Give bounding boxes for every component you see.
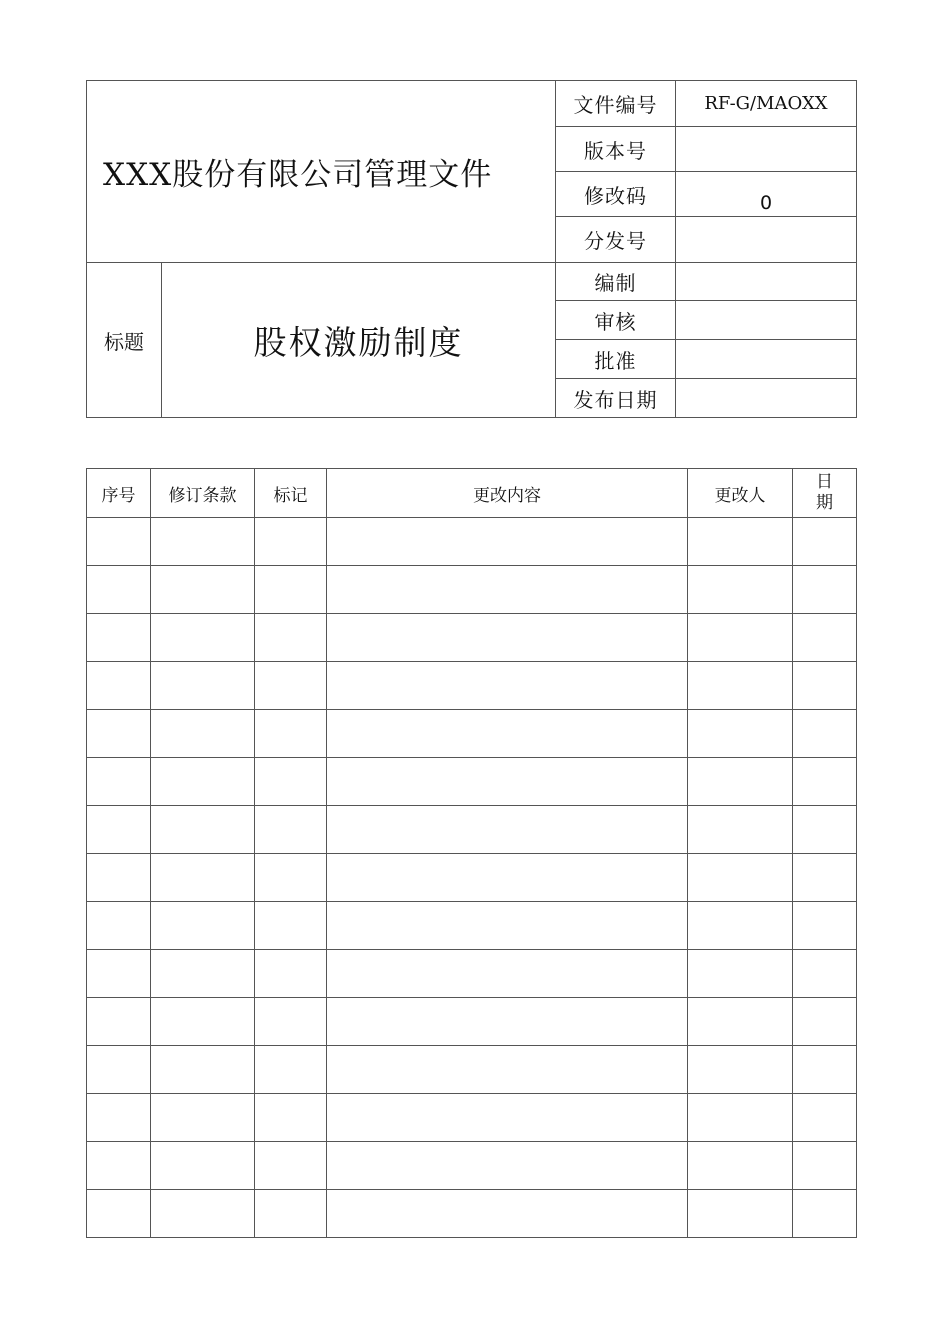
col-header-mark: 标记 xyxy=(255,469,327,518)
mark-cell xyxy=(255,662,327,710)
version-label: 版本号 xyxy=(556,127,676,172)
content-cell xyxy=(327,758,688,806)
clause-cell xyxy=(151,1190,255,1238)
date-cell xyxy=(793,758,857,806)
mark-cell xyxy=(255,614,327,662)
date-cell xyxy=(793,1190,857,1238)
clause-cell xyxy=(151,1094,255,1142)
clause-cell xyxy=(151,950,255,998)
mark-cell xyxy=(255,566,327,614)
editor-cell xyxy=(688,1094,793,1142)
date-cell xyxy=(793,1142,857,1190)
date-cell xyxy=(793,1094,857,1142)
date-cell xyxy=(793,854,857,902)
seq-cell xyxy=(87,806,151,854)
revision-label: 修改码 xyxy=(556,172,676,217)
revision-table-body xyxy=(87,518,857,1238)
editor-cell xyxy=(688,854,793,902)
editor-cell xyxy=(688,662,793,710)
content-cell xyxy=(327,1094,688,1142)
col-header-date xyxy=(793,469,857,518)
doc-number-label: 文件编号 xyxy=(556,81,676,127)
seq-cell xyxy=(87,902,151,950)
date-cell xyxy=(793,518,857,566)
prepared-label: 编制 xyxy=(556,263,676,301)
document-title: 股权激励制度 xyxy=(162,263,556,418)
title-label: 标题 xyxy=(87,263,162,418)
date-cell xyxy=(793,662,857,710)
date-cell xyxy=(793,806,857,854)
date-cell xyxy=(793,950,857,998)
date-cell xyxy=(793,902,857,950)
company-name: 股份有限公司管理文件 xyxy=(172,157,493,193)
col-header-content: 更改内容 xyxy=(327,469,688,518)
seq-cell xyxy=(87,998,151,1046)
distribution-value xyxy=(676,217,857,263)
mark-cell xyxy=(255,758,327,806)
table-row xyxy=(87,950,857,998)
table-row xyxy=(87,758,857,806)
seq-cell xyxy=(87,758,151,806)
mark-cell xyxy=(255,1094,327,1142)
content-cell xyxy=(327,518,688,566)
mark-cell xyxy=(255,902,327,950)
editor-cell xyxy=(688,950,793,998)
table-row xyxy=(87,518,857,566)
seq-cell xyxy=(87,662,151,710)
release-date-value xyxy=(676,379,857,418)
distribution-label: 分发号 xyxy=(556,217,676,263)
doc-number-value: RF-G/MAOXX xyxy=(676,81,857,127)
content-cell xyxy=(327,1142,688,1190)
date-cell xyxy=(793,998,857,1046)
reviewed-value xyxy=(676,301,857,340)
seq-cell xyxy=(87,854,151,902)
date-cell xyxy=(793,614,857,662)
editor-cell xyxy=(688,806,793,854)
editor-cell xyxy=(688,614,793,662)
table-row xyxy=(87,902,857,950)
content-cell xyxy=(327,950,688,998)
mark-cell xyxy=(255,950,327,998)
clause-cell xyxy=(151,998,255,1046)
editor-cell xyxy=(688,1142,793,1190)
clause-cell xyxy=(151,1046,255,1094)
mark-cell xyxy=(255,1046,327,1094)
editor-cell xyxy=(688,518,793,566)
seq-cell xyxy=(87,1190,151,1238)
version-value xyxy=(676,127,857,172)
mark-cell xyxy=(255,998,327,1046)
revision-value: 0 xyxy=(676,172,857,217)
col-header-clause: 修订条款 xyxy=(151,469,255,518)
table-row xyxy=(87,806,857,854)
date-cell xyxy=(793,710,857,758)
editor-cell xyxy=(688,566,793,614)
editor-cell xyxy=(688,1190,793,1238)
company-title xyxy=(87,81,556,263)
clause-cell xyxy=(151,1142,255,1190)
editor-cell xyxy=(688,758,793,806)
col-header-date-line2: 期 xyxy=(816,493,833,513)
clause-cell xyxy=(151,902,255,950)
seq-cell xyxy=(87,518,151,566)
content-cell xyxy=(327,566,688,614)
table-row xyxy=(87,1142,857,1190)
mark-cell xyxy=(255,710,327,758)
table-row xyxy=(87,1190,857,1238)
mark-cell xyxy=(255,1142,327,1190)
clause-cell xyxy=(151,854,255,902)
company-prefix: XXX xyxy=(103,157,173,193)
mark-cell xyxy=(255,854,327,902)
table-row xyxy=(87,1094,857,1142)
table-row xyxy=(87,854,857,902)
col-header-date-line1: 日 xyxy=(816,472,833,492)
content-cell xyxy=(327,902,688,950)
seq-cell xyxy=(87,1094,151,1142)
content-cell xyxy=(327,1190,688,1238)
date-cell xyxy=(793,566,857,614)
table-row xyxy=(87,662,857,710)
clause-cell xyxy=(151,566,255,614)
seq-cell xyxy=(87,950,151,998)
date-cell xyxy=(793,1046,857,1094)
content-cell xyxy=(327,854,688,902)
content-cell xyxy=(327,710,688,758)
editor-cell xyxy=(688,998,793,1046)
release-date-label: 发布日期 xyxy=(556,379,676,418)
prepared-value xyxy=(676,263,857,301)
approved-label: 批准 xyxy=(556,340,676,379)
content-cell xyxy=(327,614,688,662)
table-row xyxy=(87,566,857,614)
approved-value xyxy=(676,340,857,379)
seq-cell xyxy=(87,566,151,614)
table-row xyxy=(87,998,857,1046)
col-header-editor: 更改人 xyxy=(688,469,793,518)
clause-cell xyxy=(151,758,255,806)
document-header-table xyxy=(86,80,857,418)
revision-history-table xyxy=(86,468,857,1238)
editor-cell xyxy=(688,710,793,758)
clause-cell xyxy=(151,710,255,758)
table-row xyxy=(87,1046,857,1094)
content-cell xyxy=(327,1046,688,1094)
mark-cell xyxy=(255,806,327,854)
mark-cell xyxy=(255,1190,327,1238)
seq-cell xyxy=(87,1142,151,1190)
editor-cell xyxy=(688,902,793,950)
seq-cell xyxy=(87,614,151,662)
content-cell xyxy=(327,998,688,1046)
clause-cell xyxy=(151,614,255,662)
editor-cell xyxy=(688,1046,793,1094)
table-row xyxy=(87,614,857,662)
content-cell xyxy=(327,662,688,710)
reviewed-label: 审核 xyxy=(556,301,676,340)
clause-cell xyxy=(151,518,255,566)
mark-cell xyxy=(255,518,327,566)
seq-cell xyxy=(87,710,151,758)
clause-cell xyxy=(151,806,255,854)
col-header-seq: 序号 xyxy=(87,469,151,518)
table-row xyxy=(87,710,857,758)
seq-cell xyxy=(87,1046,151,1094)
clause-cell xyxy=(151,662,255,710)
content-cell xyxy=(327,806,688,854)
